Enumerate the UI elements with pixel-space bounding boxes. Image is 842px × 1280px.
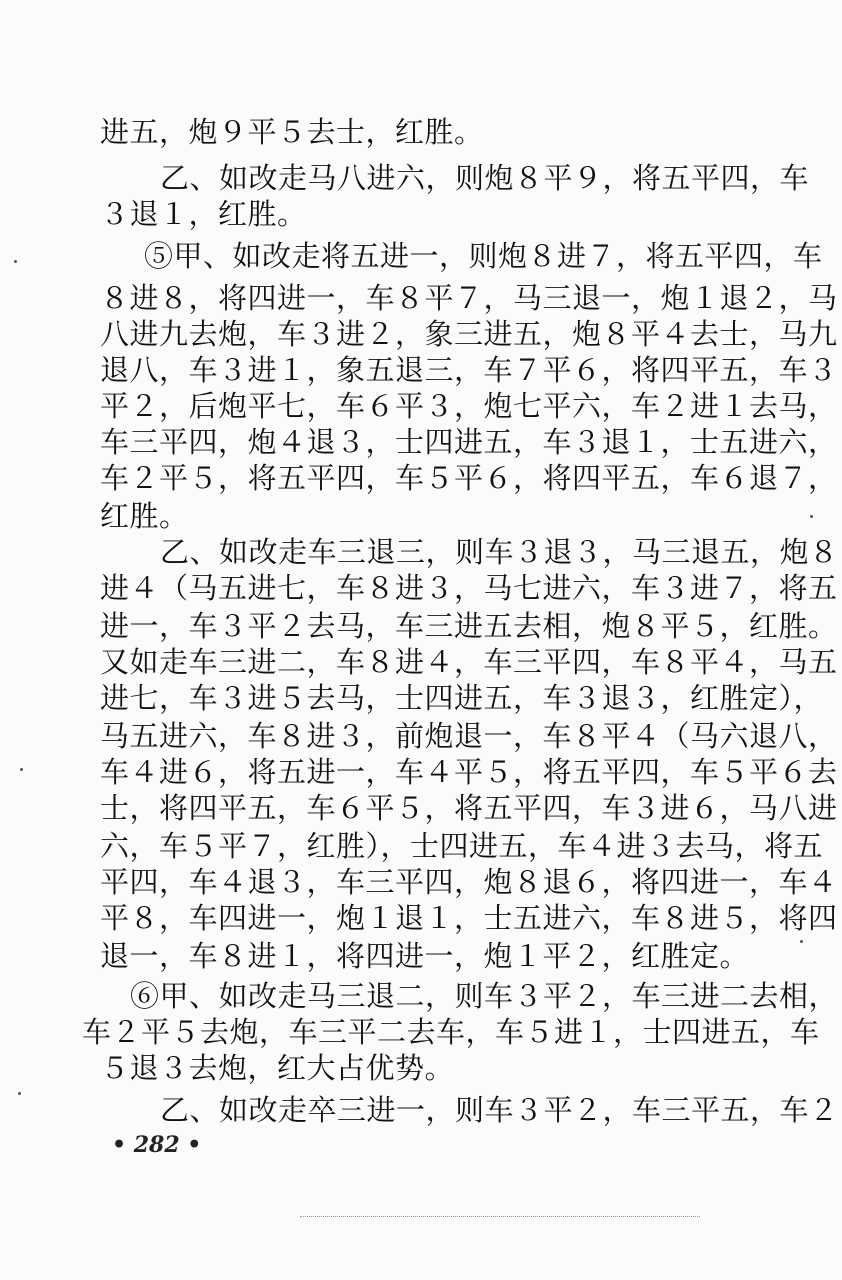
text-line: 平四，车４退３，车三平四，炮８退６，将四进一，车４ [100, 865, 838, 899]
text-line: 六，车５平７，红胜），士四进五，车４进３去马，将五 [100, 829, 824, 863]
text-line: 又如走车三进二，车８进４，车三平四，车８平４，马五 [100, 645, 838, 679]
text-line: 乙、如改走车三退三，则车３退３，马三退五，炮８ [160, 535, 839, 569]
text-line: 八进九去炮，车３进２，象三进五，炮８平４去士，马九 [100, 317, 838, 351]
bottom-rule [300, 1216, 700, 1217]
text-line: ⑤甲、如改走将五进一，则炮８进７，将五平四，车 [144, 239, 823, 273]
text-line: ５退３去炮，红大占优势。 [100, 1051, 455, 1085]
text-line: 退八，车３进１，象五退三，车７平６，将四平五，车３ [100, 353, 838, 387]
speckle [20, 768, 23, 771]
text-line: 车２平５，将五平四，车５平６，将四平五，车６退７， [100, 461, 838, 495]
speckle [14, 260, 17, 263]
text-line: 进五，炮９平５去士，红胜。 [100, 115, 484, 149]
text-line: ８进８，将四进一，车８平７，马三退一，炮１退２，马 [100, 281, 838, 315]
text-line: 乙、如改走卒三进一，则车３平２，车三平五，车２ [160, 1093, 839, 1127]
speckle [18, 1092, 21, 1095]
text-line: 红胜。 [100, 499, 189, 533]
text-line: 车三平四，炮４退３，士四进五，车３退１，士五进六， [100, 425, 838, 459]
text-line: ⑥甲、如改走马三退二，则车３平２，车三进二去相， [130, 979, 839, 1013]
text-line: 士，将四平五，车６平５，将五平四，车３进６，马八进 [100, 791, 838, 825]
text-line: 退一，车８进１，将四进一，炮１平２，红胜定。 [100, 939, 750, 973]
speckle [810, 515, 813, 518]
text-line: 进４（马五进七，车８进３，马七进六，车３进７，将五 [100, 571, 838, 605]
text-line: 马五进六，车８进３，前炮退一，车８平４（马六退八， [100, 719, 838, 753]
text-line: 进七，车３进５去马，士四进五，车３退３，红胜定）， [100, 681, 824, 715]
text-line: 平２，后炮平七，车６平３，炮七平六，车２进１去马， [100, 389, 838, 423]
text-line: 进一，车３平２去马，车三进五去相，炮８平５，红胜。 [100, 609, 838, 643]
text-line: 车４进６，将五进一，车４平５，将五平四，车５平６去 [100, 755, 838, 789]
text-line: 乙、如改走马八进六，则炮８平９，将五平四，车 [160, 161, 810, 195]
speckle [800, 940, 803, 943]
page-number: • 282 • [112, 1132, 202, 1158]
text-line: 平８，车四进一，炮１退１，士五进六，车８进５，将四 [100, 901, 838, 935]
text-line: 车２平５去炮，车三平二去车，车５进１，士四进五，车 [82, 1015, 820, 1049]
text-line: ３退１，红胜。 [100, 197, 307, 231]
